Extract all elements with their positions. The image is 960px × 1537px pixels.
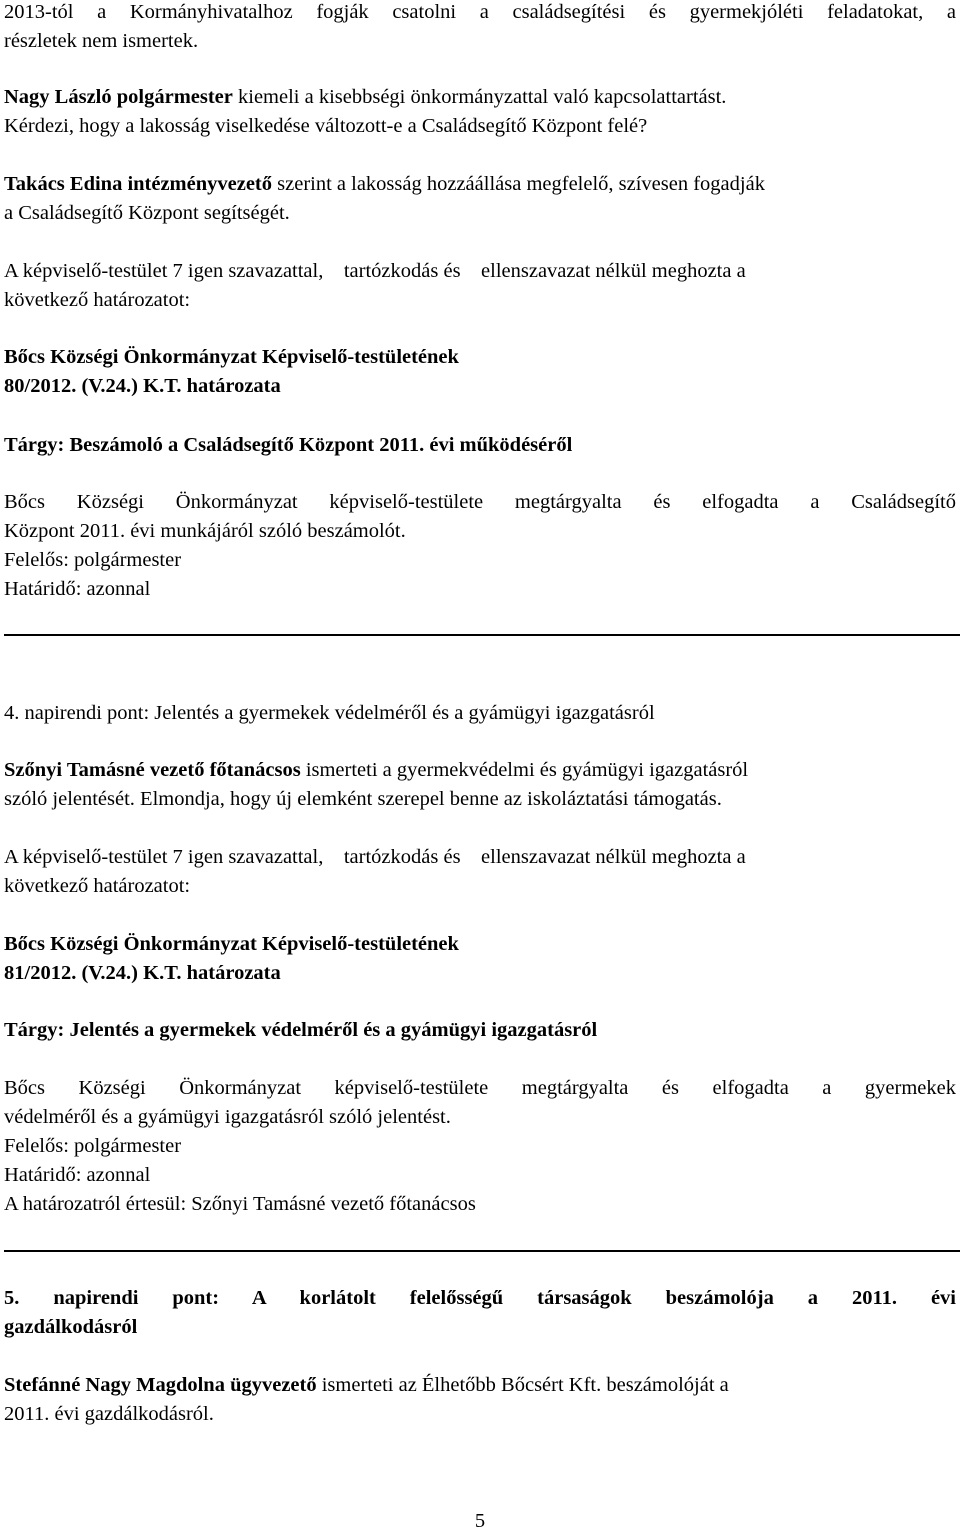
text-fragment: szerint a lakosság hozzáállása megfelelő, szívesen fogadják <box>272 173 765 195</box>
text-line: Kérdezi, hogy a lakosság viselkedése változott-e a Családsegítő Központ felé? <box>4 115 648 137</box>
deadline-line: Határidő: azonnal <box>4 578 151 600</box>
resolution-number: 80/2012. (V.24.) K.T. határozata <box>4 375 281 397</box>
text-fragment: ismerteti az Élhetőbb Bőcsért Kft. beszámolóját a <box>316 1374 729 1396</box>
paragraph-vote-result <box>4 257 956 315</box>
text-line: Bőcs Községi Önkormányzat képviselő-testülete megtárgyalta és elfogadta a Családsegítő <box>4 491 956 513</box>
paragraph-vote-result <box>4 843 956 901</box>
text-line <box>4 756 956 785</box>
resolution-header <box>4 343 956 401</box>
section-divider <box>4 634 960 636</box>
text-line <box>4 170 956 199</box>
text-line <box>4 83 956 112</box>
paragraph-mayor-comment <box>4 83 956 141</box>
subject-line: Tárgy: Jelentés a gyermekek védelméről és a gyámügyi igazgatásról <box>4 1019 598 1041</box>
speaker-name: Nagy László polgármester <box>4 86 233 108</box>
resolution-council-title: Bőcs Községi Önkormányzat Képviselő-testületének <box>4 933 459 955</box>
text-line: 2011. évi gazdálkodásról. <box>4 1403 214 1425</box>
notified-line: A határozatról értesül: Szőnyi Tamásné vezető főtanácsos <box>4 1193 476 1215</box>
agenda-item-title-cont: gazdálkodásról <box>4 1316 138 1338</box>
speaker-name: Stefánné Nagy Magdolna ügyvezető <box>4 1374 317 1396</box>
page-number: 5 <box>474 1510 486 1532</box>
text-line: 2013-tól a Kormányhivatalhoz fogják csatolni a családsegítési és gyermekjóléti feladatokat, a <box>4 1 956 23</box>
resolution-header <box>4 930 956 988</box>
text-line: védelméről és a gyámügyi igazgatásról szóló jelentést. <box>4 1106 451 1128</box>
text-line: A képviselő-testület 7 igen szavazattal, tartózkodás és ellenszavazat nélkül meghozta a <box>4 260 746 282</box>
paragraph-kft-report <box>4 1371 956 1429</box>
text-line: szóló jelentését. Elmondja, hogy új elemként szerepel benne az iskoláztatási támogatás. <box>4 788 722 810</box>
text-line: a Családsegítő Központ segítségét. <box>4 202 290 224</box>
responsible-line: Felelős: polgármester <box>4 549 182 571</box>
resolution-council-title: Bőcs Községi Önkormányzat Képviselő-testületének <box>4 346 459 368</box>
text-line <box>4 1371 956 1400</box>
paragraph-director-reply <box>4 170 956 228</box>
resolution-body <box>4 1074 956 1219</box>
resolution-subject <box>4 431 956 460</box>
text-line: részletek nem ismertek. <box>4 30 199 52</box>
paragraph-report-presentation <box>4 756 956 814</box>
resolution-body <box>4 488 956 604</box>
agenda-item-4 <box>4 699 956 728</box>
resolution-subject <box>4 1016 956 1045</box>
subject-line: Tárgy: Beszámoló a Családsegítő Központ 2011. évi működéséről <box>4 434 573 456</box>
agenda-item-title: 4. napirendi pont: Jelentés a gyermekek védelméről és a gyámügyi igazgatásról <box>4 702 655 724</box>
text-line: Központ 2011. évi munkájáról szóló beszámolót. <box>4 520 406 542</box>
text-line: következő határozatot: <box>4 289 191 311</box>
speaker-name: Szőnyi Tamásné vezető főtanácsos <box>4 759 301 781</box>
text-line: A képviselő-testület 7 igen szavazattal, tartózkodás és ellenszavazat nélkül meghozta a <box>4 846 746 868</box>
text-fragment: kiemeli a kisebbségi önkormányzattal való kapcsolattartást. <box>232 86 727 108</box>
text-line: következő határozatot: <box>4 875 191 897</box>
text-fragment: ismerteti a gyermekvédelmi és gyámügyi igazgatásról <box>300 759 749 781</box>
section-divider <box>4 1250 960 1252</box>
resolution-number: 81/2012. (V.24.) K.T. határozata <box>4 962 281 984</box>
text-line: Bőcs Községi Önkormányzat képviselő-testülete megtárgyalta és elfogadta a gyermekek <box>4 1077 956 1099</box>
agenda-item-title: 5. napirendi pont: A korlátolt felelősségű társaságok beszámolója a 2011. évi <box>4 1287 956 1309</box>
paragraph-child-welfare-transfer <box>4 0 956 56</box>
deadline-line: Határidő: azonnal <box>4 1164 151 1186</box>
responsible-line: Felelős: polgármester <box>4 1135 182 1157</box>
speaker-name: Takács Edina intézményvezető <box>4 173 273 195</box>
agenda-item-5 <box>4 1284 956 1342</box>
